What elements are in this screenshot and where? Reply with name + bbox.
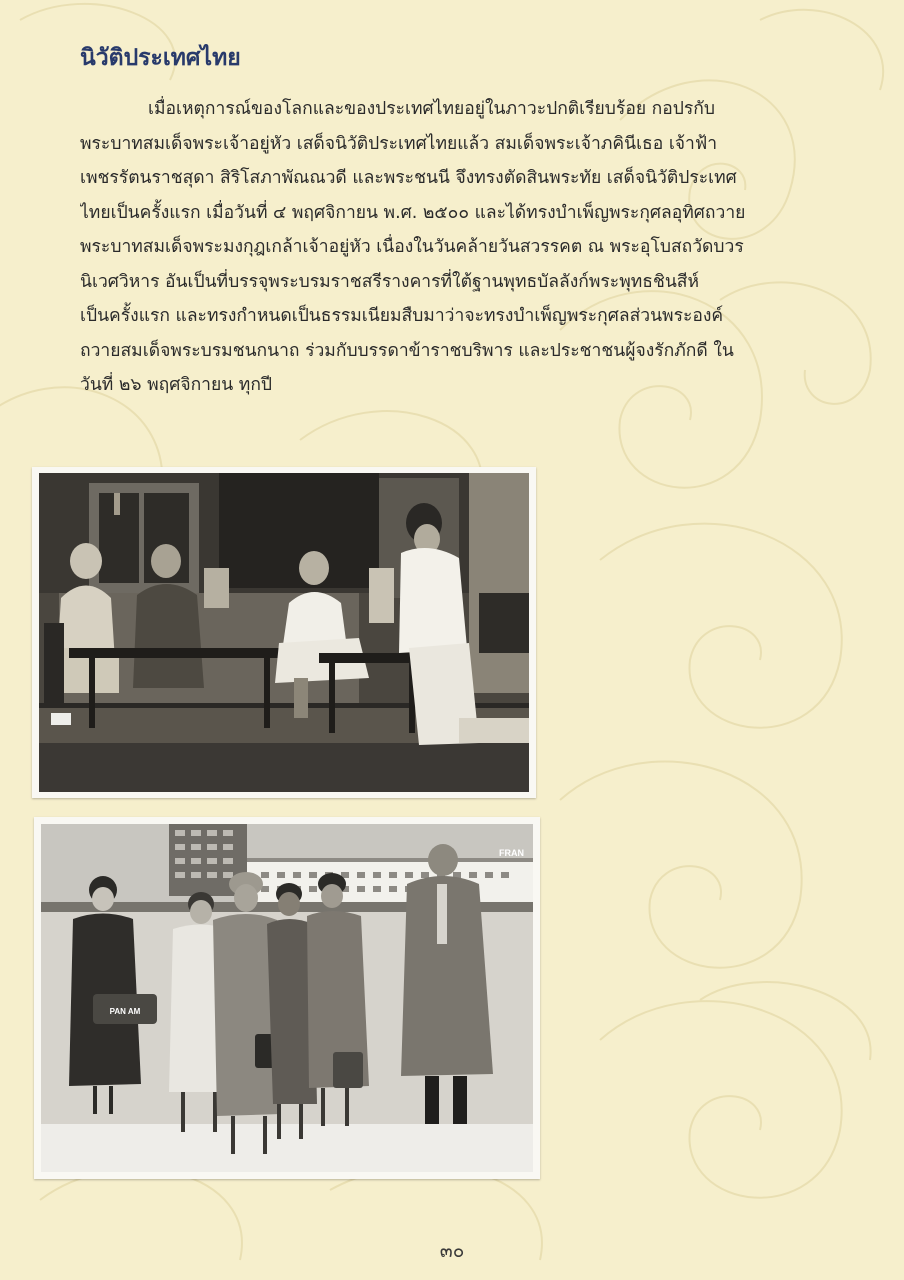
paragraph-line-7: เป็นครั้งแรก และทรงกำหนดเป็นธรรมเนียมสืบมาว่าจะทรงบำเพ็ญพระกุศลส่วนพระองค์ <box>80 306 724 326</box>
photo-indoor-gathering <box>32 467 536 798</box>
paragraph-line-2: พระบาทสมเด็จพระเจ้าอยู่หัว เสด็จนิวัติประเทศไทยแล้ว สมเด็จพระเจ้าภคินีเธอ เจ้าฟ้า <box>80 133 718 154</box>
photo-indoor-gathering-image <box>39 473 529 792</box>
paragraph-line-5: พระบาทสมเด็จพระมงกุฎเกล้าเจ้าอยู่หัว เนื่องในวันคล้ายวันสวรรคต ณ พระอุโบสถวัดบวร <box>80 237 744 257</box>
page-number: ๓๐ <box>439 1240 465 1262</box>
photo-airport-group <box>34 817 540 1179</box>
paragraph-line-3: เพชรรัตนราชสุดา สิริโสภาพัณณวดี และพระชนนี จึงทรงตัดสินพระทัย เสด็จนิวัติประเทศ <box>80 168 737 188</box>
photo-airport-group-image <box>41 824 533 1172</box>
paragraph-line-1: เมื่อเหตุการณ์ของโลกและของประเทศไทยอยู่ในภาวะปกติเรียบร้อย กอปรกับ <box>148 99 715 119</box>
section-heading: นิวัติประเทศไทย <box>80 45 241 71</box>
paragraph-line-9: วันที่ ๒๖ พฤศจิกายน ทุกปี <box>80 375 273 395</box>
airport-sign-text: FRAN <box>499 848 524 858</box>
body-paragraph <box>80 92 846 403</box>
bag-logo-text: PAN AM <box>109 1007 141 1016</box>
paragraph-line-8: ถวายสมเด็จพระบรมชนกนาถ ร่วมกับบรรดาข้าราชบริพาร และประชาชนผู้จงรักภักดี ใน <box>80 340 734 361</box>
paragraph-line-4: ไทยเป็นครั้งแรก เมื่อวันที่ ๔ พฤศจิกายน พ.ศ. ๒๕๐๐ และได้ทรงบำเพ็ญพระกุศลอุทิศถวาย <box>80 202 746 223</box>
paragraph-line-6: นิเวศวิหาร อันเป็นที่บรรจุพระบรมราชสรีรางคารที่ใต้ฐานพุทธบัลลังก์พระพุทธชินสีห์ <box>80 271 700 292</box>
